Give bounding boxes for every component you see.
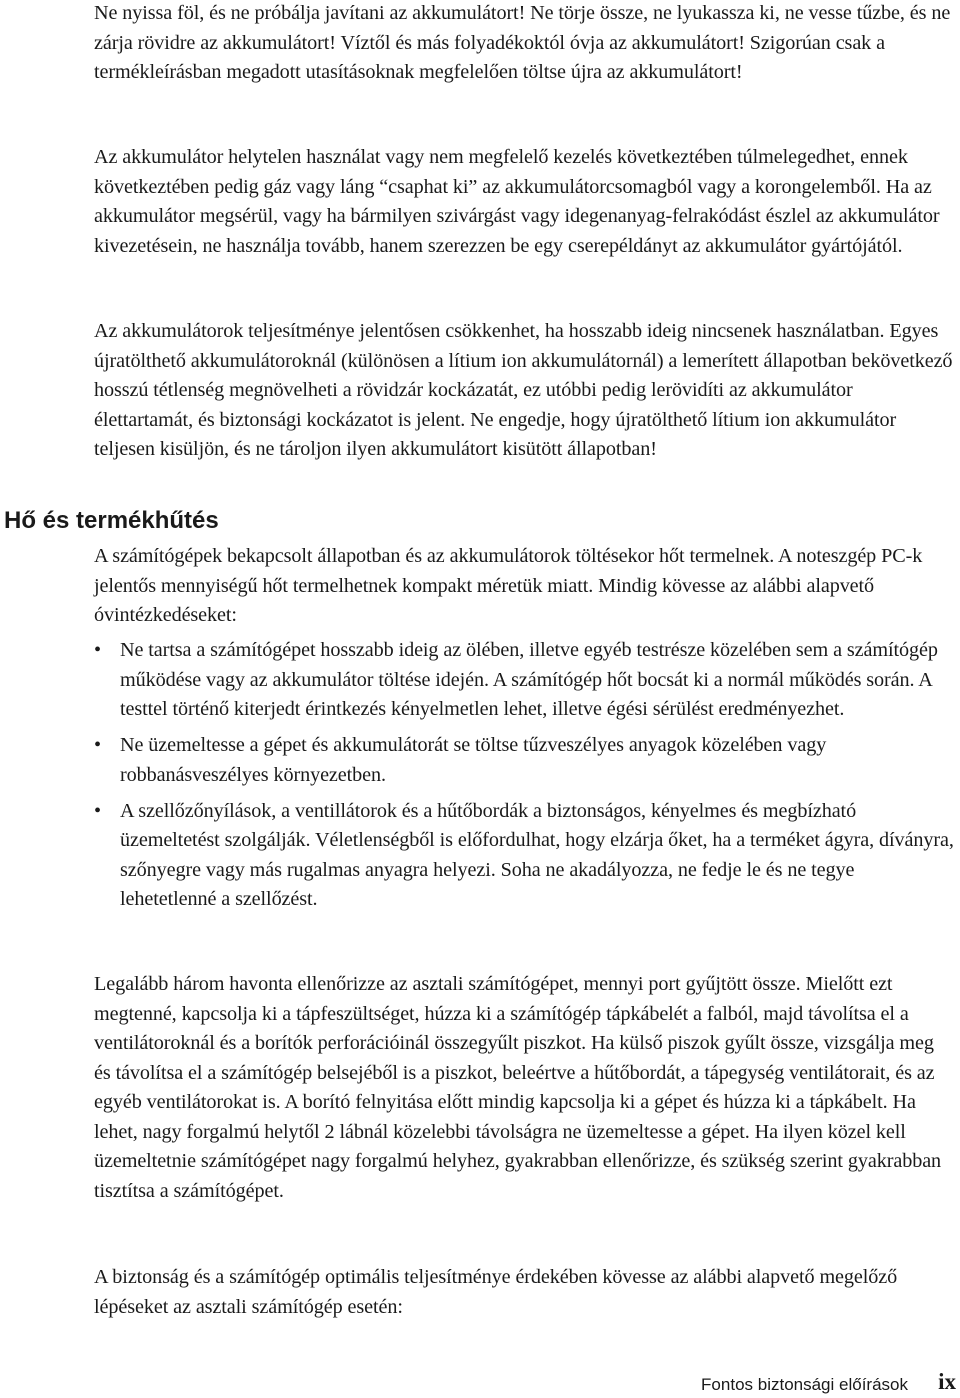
paragraph-battery-overheating: Az akkumulátor helytelen használat vagy nem megfelelő kezelés következtében túlmelegedhet, ennek következtében pedig gáz vagy láng “csaphat ki” az akkumulátorcsomagból vagy a korongelemből. Ha az akkumulátor megsérül, vagy ha bármilyen szivárgást vagy idegenanyag-felrakódást észlel az akkumulátor kivezetésein, ne használja tovább, hanem szerezzen be egy cserepéldányt az akkumulátor gyártójától. — [94, 146, 940, 257]
paragraph-heat-intro: A számítógépek bekapcsolt állapotban és az akkumulátorok töltésekor hőt termelnek. A noteszgép PC-k jelentős mennyiségű hőt termelhetnek kompakt méretük miatt. Mindig kövesse az alábbi alapvető óvintézkedéseket: — [94, 545, 923, 626]
list-item-text: A szellőzőnyílások, a ventillátorok és a hűtőbordák a biztonságos, kényelmes és megbízható üzemeltetést szolgálják. Véletlenségből is előfordulhat, hogy elzárja őket, ha a terméket ágyra, díványra, szőnyegre vagy más rugalmas anyagra helyezi. Soha ne akadályozza, ne fedje le és ne tegye lehetetlenné a szellőzést. — [120, 799, 954, 910]
bullet-marker: • — [94, 799, 101, 822]
page-footer — [0, 1369, 960, 1396]
paragraph-battery-handling: Ne nyissa föl, és ne próbálja javítani az akkumulátort! Ne törje össze, ne lyukassza ki, ne vesse tűzbe, és ne zárja rövidre az akkumulátort! Víztől és más folyadékoktól óvja az akkumulátort! Szigorúan csak a termékleírásban megadott utasításoknak megfelelően töltse újra az akkumulátort! — [94, 2, 951, 83]
bullet-marker: • — [94, 734, 101, 756]
footer-section-title: Fontos biztonsági előírások — [701, 1375, 908, 1394]
list-item — [94, 731, 954, 790]
section-heading-heat: Hő és termékhűtés — [4, 507, 219, 534]
paragraph-battery-performance: Az akkumulátorok teljesítménye jelentősen csökkenhet, ha hosszabb ideig nincsenek használatban. Egyes újratölthető akkumulátoroknál (különösen a lítium ion akkumulátornál) a lemerített állapotban bekövetkező hosszú tétlenség megnövelheti a rövidzár kockázatát, ez utóbbi pedig lerövidíti az akkumulátor élettartamát, és biztonsági kockázatot is jelent. Ne engedje, hogy újratölthető lítium ion akkumulátor teljesen kisüljön, és ne tároljon ilyen akkumulátort kisütött állapotban! — [94, 320, 953, 460]
paragraph-preventive-steps: A biztonság és a számítógép optimális teljesítménye érdekében kövesse az alábbi alapvető megelőző lépéseket az asztali számítógép esetén: — [94, 1266, 898, 1318]
list-item-text: Ne tartsa a számítógépet hosszabb ideig az ölében, illetve egyéb testrésze közelében sem a számítógép működése vagy az akkumulátor töltése idején. A számítógép hőt bocsát ki a normál működés során. A testtel történő kiterjedt érintkezés kényelmetlen lehet, illetve égési sérülést eredményezhet. — [120, 639, 938, 720]
paragraph-dust-cleaning: Legalább három havonta ellenőrizze az asztali számítógépet, mennyi port gyűjtött össze. Mielőtt ezt megtenné, kapcsolja ki a tápfeszültséget, húzza ki a számítógép tápkábelét a falból, majd távolítsa el a ventilátoroknál és a borítók perforációinál összegyűlt piszkot. Ha külső piszok gyűlt össze, vizsgálja meg és távolítsa el a számítógép belsejéből is a piszkot, beleértve a hűtőbordát, a tápegység ventilátorait, és az egyéb ventilátorokat is. A borító felnyitása előtt mindig kapcsolja ki a gépet és húzza ki a tápkábelt. Ha lehet, nagy forgalmú helytől 2 lábnál közelebbi távolságra ne üzemeltesse a gépet. Ha ilyen közel kell üzemeltetnie számítógépet nagy forgalmú helyhez, gyakrabban ellenőrizze, és szükség szerint gyakrabban tisztítsa a számítógépet. — [94, 973, 942, 1202]
bullet-marker: • — [94, 639, 101, 661]
list-item-text: Ne üzemeltesse a gépet és akkumulátorát se töltse tűzveszélyes anyagok közelében vagy robbanásveszélyes környezetben. — [120, 734, 827, 786]
list-item — [94, 636, 954, 725]
page-number: ix — [938, 1369, 956, 1394]
list-item — [94, 797, 954, 915]
precautions-list — [94, 636, 954, 915]
